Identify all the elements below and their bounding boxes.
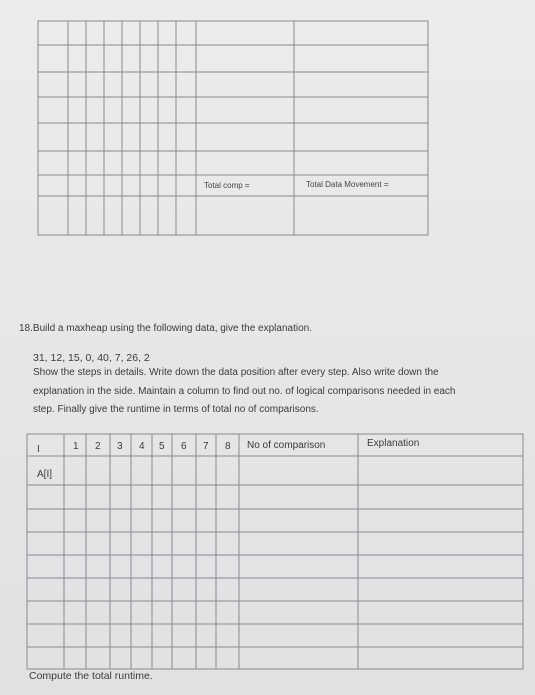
question-instructions: Show the steps in details. Write down the data position after every step. Also write down the explanation in the side. Maintain a column to find out no. of logical comparisons needed in each step. Finally give the runtime in terms of total no of comparisons. — [33, 367, 456, 416]
index-header: I — [37, 444, 40, 455]
index-8: 8 — [225, 441, 231, 452]
index-7: 7 — [203, 441, 209, 452]
explanation-header: Explanation — [367, 438, 420, 449]
array-row-label: A[I] — [37, 469, 53, 480]
index-1: 1 — [73, 441, 79, 452]
question-title: 18.Build a maxheap using the following data, give the explanation. — [19, 323, 312, 334]
total-data-movement-label: Total Data Movement = — [306, 180, 389, 189]
compute-runtime-text: Compute the total runtime. — [29, 670, 153, 682]
total-comp-label: Total comp = — [204, 181, 250, 190]
index-5: 5 — [159, 441, 165, 452]
comparison-header: No of comparison — [247, 440, 326, 451]
index-6: 6 — [181, 441, 187, 452]
index-2: 2 — [95, 441, 101, 452]
index-3: 3 — [117, 441, 123, 452]
heap-data-values: 31, 12, 15, 0, 40, 7, 26, 2 — [33, 352, 150, 364]
index-4: 4 — [139, 441, 145, 452]
